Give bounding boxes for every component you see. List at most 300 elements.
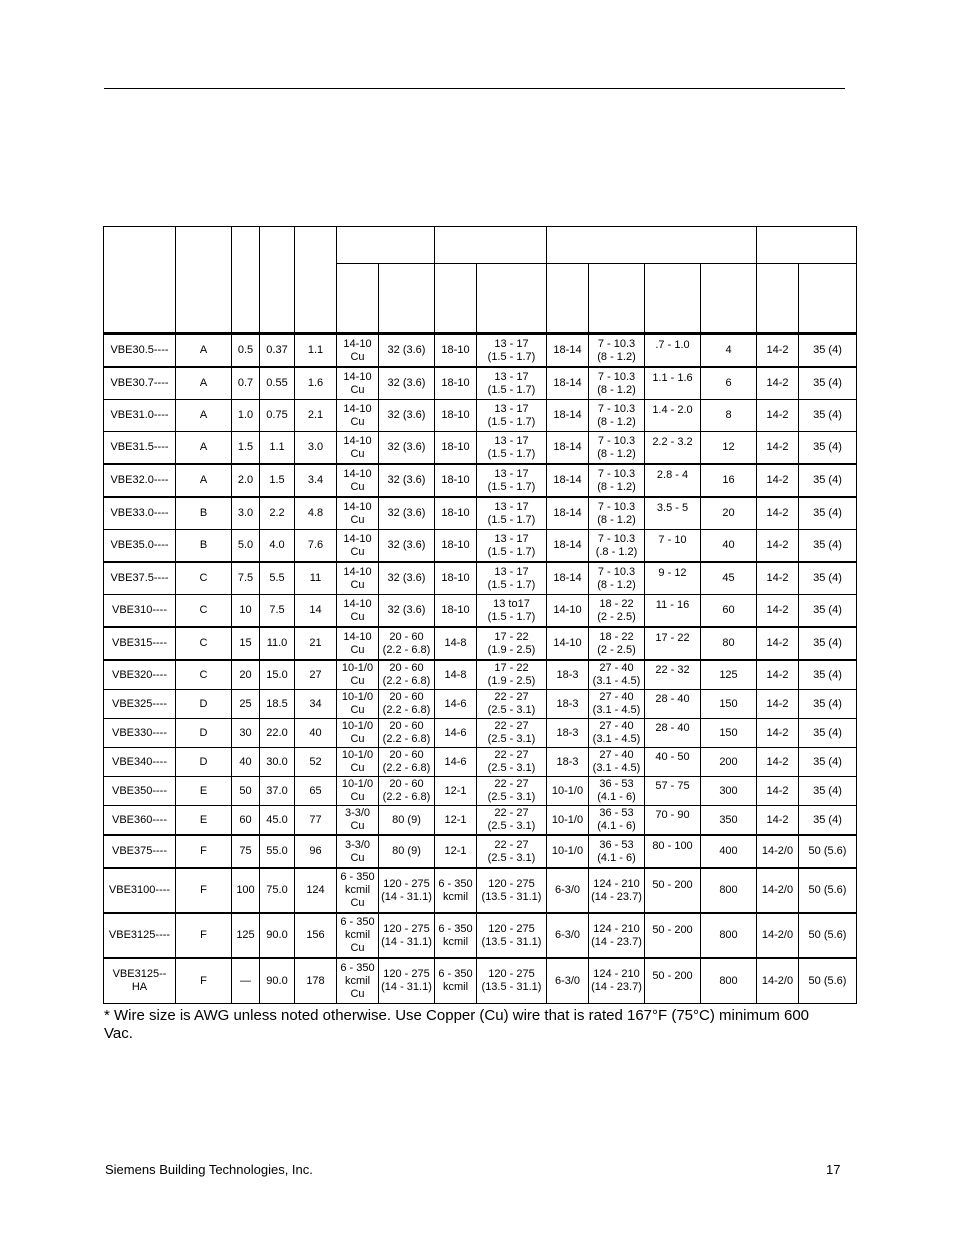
- table-cell: [435, 464, 477, 497]
- model-number-cell: [104, 627, 176, 660]
- table-cell: [435, 367, 477, 400]
- cell-text: C: [199, 572, 208, 584]
- table-cell: [435, 595, 477, 628]
- table-cell: [589, 595, 645, 628]
- table-cell: [337, 690, 379, 719]
- header-subcell: [547, 264, 589, 334]
- cell-text: 34: [309, 697, 322, 710]
- header-group-cell: [547, 227, 757, 264]
- cell-text: 20 - 60 (2.2 - 6.8): [382, 720, 431, 745]
- model-number-cell: [104, 913, 176, 958]
- model-number-cell: [104, 595, 176, 628]
- cell-text: 18-10: [441, 507, 470, 519]
- header-subcell: [701, 264, 757, 334]
- table-cell: [589, 748, 645, 777]
- table-row: [104, 400, 857, 432]
- cell-text: 18-10: [441, 572, 470, 584]
- table-cell: [799, 530, 857, 563]
- cell-text: 17 - 22: [655, 632, 690, 644]
- cell-text: 6 - 350 kcmil: [438, 922, 473, 948]
- table-cell: [477, 835, 547, 868]
- table-cell: [379, 464, 435, 497]
- cell-text: 1.5: [269, 474, 285, 486]
- table-cell: [477, 719, 547, 748]
- table-cell: [379, 748, 435, 777]
- cell-text: 0.75: [266, 409, 288, 421]
- table-cell: [645, 595, 701, 628]
- table-cell: [701, 660, 757, 690]
- cell-text: 3.5 - 5: [656, 502, 689, 514]
- cell-text: 14-6: [444, 726, 467, 739]
- header-group-cell: [435, 227, 547, 264]
- cell-text: 77: [309, 813, 322, 826]
- cell-text: 18 - 22 (2 - 2.5): [597, 630, 636, 656]
- cell-text: 96: [309, 845, 322, 857]
- table-cell: [176, 913, 232, 958]
- cell-text: VBE325----: [111, 697, 168, 710]
- cell-text: 14-2: [766, 637, 789, 649]
- cell-text: 7 - 10.3 (8 - 1.2): [597, 467, 636, 493]
- cell-text: 32 (3.6): [387, 377, 426, 389]
- cell-text: 21: [309, 637, 322, 649]
- table-cell: [176, 958, 232, 1004]
- cell-text: 156: [306, 929, 325, 941]
- table-cell: [701, 777, 757, 806]
- cell-text: 124 - 210 (14 - 23.7): [591, 877, 642, 903]
- cell-text: D: [199, 726, 208, 739]
- table-cell: [435, 432, 477, 465]
- cell-text: 1.1: [307, 344, 324, 356]
- table-cell: [260, 660, 295, 690]
- model-number-cell: [104, 958, 176, 1004]
- cell-text: D: [199, 697, 208, 710]
- table-cell: [645, 806, 701, 836]
- table-cell: [701, 719, 757, 748]
- cell-text: 200: [719, 755, 738, 768]
- table-cell: [701, 806, 757, 836]
- table-cell: [337, 748, 379, 777]
- cell-text: 7 - 10.3 (8 - 1.2): [597, 402, 636, 428]
- cell-text: 18-14: [553, 474, 582, 486]
- cell-text: VBE3125-- HA: [112, 968, 167, 993]
- cell-text: 30.0: [266, 755, 288, 768]
- cell-text: 52: [309, 755, 322, 768]
- cell-text: 300: [719, 784, 738, 797]
- table-cell: [589, 334, 645, 368]
- cell-text: 13 - 17 (1.5 - 1.7): [487, 434, 536, 460]
- cell-text: 45: [722, 572, 735, 584]
- table-row: [104, 690, 857, 719]
- wire-size-footnote: * Wire size is AWG unless noted otherwise. Use Copper (Cu) wire that is rated 167°F (75°C) minimum 600 Vac.: [104, 1007, 810, 1042]
- cell-text: VBE3125----: [108, 929, 171, 941]
- table-cell: [799, 719, 857, 748]
- cell-text: 75: [239, 845, 252, 857]
- table-cell: [799, 400, 857, 432]
- header-subcell: [337, 264, 379, 334]
- cell-text: 3.0: [237, 507, 254, 519]
- cell-text: 10: [239, 604, 252, 616]
- cell-text: 22 - 27 (2.5 - 3.1): [487, 778, 536, 803]
- cell-text: 35 (4): [813, 344, 842, 356]
- table-cell: [477, 660, 547, 690]
- cell-text: 11 - 16: [655, 599, 690, 611]
- cell-text: B: [199, 507, 208, 519]
- cell-text: 400: [719, 845, 738, 857]
- table-cell: [337, 835, 379, 868]
- cell-text: 14-2/0: [761, 845, 794, 857]
- table-cell: [757, 464, 799, 497]
- table-cell: [295, 464, 337, 497]
- table-cell: [757, 806, 799, 836]
- table-cell: [477, 464, 547, 497]
- cell-text: C: [199, 668, 208, 681]
- cell-text: 50 (5.6): [808, 929, 847, 941]
- table-cell: [757, 627, 799, 660]
- table-cell: [645, 530, 701, 563]
- cell-text: 800: [719, 929, 738, 941]
- cell-text: VBE31.0----: [110, 409, 169, 421]
- table-cell: [547, 913, 589, 958]
- table-cell: [337, 367, 379, 400]
- table-cell: [547, 432, 589, 465]
- header-rule: [104, 88, 845, 89]
- table-cell: [232, 400, 260, 432]
- table-cell: [757, 748, 799, 777]
- cell-text: 14-2: [766, 784, 789, 797]
- cell-text: 0.37: [266, 344, 288, 356]
- table-cell: [645, 748, 701, 777]
- cell-text: 10-1/0 Cu: [341, 691, 374, 716]
- wiring-specifications-table: [103, 226, 857, 1004]
- cell-text: 27 - 40 (3.1 - 4.5): [592, 691, 641, 716]
- cell-text: VBE32.0----: [110, 474, 169, 486]
- cell-text: 14-2: [766, 668, 789, 681]
- table-cell: [337, 400, 379, 432]
- cell-text: 50 (5.6): [808, 974, 847, 987]
- cell-text: 124: [306, 884, 325, 896]
- table-cell: [260, 868, 295, 913]
- header-cell: [295, 227, 337, 334]
- table-cell: [477, 432, 547, 465]
- cell-text: F: [200, 929, 207, 941]
- cell-text: 14-2: [766, 755, 789, 768]
- cell-text: 14-2: [766, 604, 789, 616]
- table-cell: [337, 627, 379, 660]
- cell-text: 35 (4): [813, 813, 842, 826]
- cell-text: 7.6: [307, 539, 324, 551]
- table-cell: [176, 562, 232, 595]
- table-row: [104, 777, 857, 806]
- cell-text: 3-3/0 Cu: [344, 807, 371, 832]
- cell-text: 30: [239, 726, 252, 739]
- cell-text: 120 - 275 (14 - 31.1): [381, 877, 432, 903]
- table-cell: [176, 464, 232, 497]
- cell-text: 124 - 210 (14 - 23.7): [591, 922, 642, 948]
- cell-text: 4.8: [307, 507, 324, 519]
- header-group-cell: [337, 227, 435, 264]
- table-cell: [701, 530, 757, 563]
- table-cell: [701, 334, 757, 368]
- cell-text: 20: [722, 507, 735, 519]
- header-subcell: [757, 264, 799, 334]
- cell-text: 20 - 60 (2.2 - 6.8): [382, 749, 431, 774]
- cell-text: 14-10: [553, 637, 582, 649]
- table-cell: [589, 464, 645, 497]
- table-cell: [232, 690, 260, 719]
- cell-text: 14-10 Cu: [343, 370, 372, 396]
- header-subcell: [477, 264, 547, 334]
- cell-text: VBE315----: [111, 637, 168, 649]
- header-subcell: [799, 264, 857, 334]
- cell-text: 14: [309, 604, 322, 616]
- table-cell: [799, 806, 857, 836]
- table-cell: [645, 719, 701, 748]
- table-row: [104, 562, 857, 595]
- table-cell: [645, 432, 701, 465]
- cell-text: 18-3: [556, 697, 579, 710]
- table-cell: [232, 806, 260, 836]
- table-cell: [379, 627, 435, 660]
- table-cell: [589, 562, 645, 595]
- table-cell: [379, 835, 435, 868]
- table-cell: [477, 400, 547, 432]
- header-subcell: [379, 264, 435, 334]
- cell-text: 35 (4): [813, 697, 842, 710]
- cell-text: 18-14: [553, 344, 582, 356]
- table-cell: [379, 958, 435, 1004]
- cell-text: 14-6: [444, 755, 467, 768]
- cell-text: 178: [306, 974, 325, 987]
- header-subcell: [589, 264, 645, 334]
- table-cell: [379, 367, 435, 400]
- cell-text: 14-2: [766, 697, 789, 710]
- table-row: [104, 627, 857, 660]
- table-cell: [799, 334, 857, 368]
- cell-text: 124 - 210 (14 - 23.7): [591, 968, 642, 993]
- cell-text: 80 (9): [392, 845, 421, 857]
- cell-text: 18.5: [266, 697, 288, 710]
- cell-text: A: [199, 441, 208, 453]
- cell-text: 6-3/0: [554, 974, 581, 987]
- table-cell: [295, 334, 337, 368]
- cell-text: VBE340----: [111, 755, 168, 768]
- table-cell: [701, 367, 757, 400]
- cell-text: 20 - 60 (2.2 - 6.8): [382, 630, 431, 656]
- table-cell: [337, 660, 379, 690]
- cell-text: 6 - 350 kcmil Cu: [340, 871, 375, 909]
- table-cell: [589, 530, 645, 563]
- cell-text: 1.0: [237, 409, 254, 421]
- cell-text: 8: [725, 409, 732, 421]
- cell-text: 120 - 275 (13.5 - 31.1): [481, 922, 542, 948]
- table-cell: [232, 627, 260, 660]
- table-cell: [547, 562, 589, 595]
- cell-text: 120 - 275 (13.5 - 31.1): [481, 877, 542, 903]
- cell-text: 50: [239, 784, 252, 797]
- table-cell: [295, 627, 337, 660]
- cell-text: 22 - 27 (2.5 - 3.1): [487, 720, 536, 745]
- table-cell: [260, 595, 295, 628]
- table-cell: [337, 432, 379, 465]
- cell-text: 14-10 Cu: [343, 565, 372, 591]
- cell-text: 2.0: [237, 474, 254, 486]
- cell-text: 14-6: [444, 697, 467, 710]
- table-cell: [176, 748, 232, 777]
- cell-text: 18-14: [553, 377, 582, 389]
- cell-text: 20 - 60 (2.2 - 6.8): [382, 662, 431, 687]
- table-cell: [379, 806, 435, 836]
- model-number-cell: [104, 777, 176, 806]
- cell-text: 10-1/0: [551, 845, 584, 857]
- cell-text: 18-14: [553, 441, 582, 453]
- cell-text: 12: [722, 441, 735, 453]
- cell-text: 10-1/0 Cu: [341, 778, 374, 803]
- cell-text: 125: [719, 668, 738, 681]
- cell-text: VBE350----: [111, 784, 168, 797]
- cell-text: 14-2: [766, 539, 789, 551]
- cell-text: 50 (5.6): [808, 845, 847, 857]
- cell-text: E: [199, 784, 208, 797]
- cell-text: 16: [722, 474, 735, 486]
- table-row: [104, 719, 857, 748]
- table-row: [104, 595, 857, 628]
- table-cell: [232, 530, 260, 563]
- cell-text: 13 - 17 (1.5 - 1.7): [487, 467, 536, 493]
- table-cell: [757, 690, 799, 719]
- cell-text: 18-10: [441, 441, 470, 453]
- header-group-cell: [757, 227, 857, 264]
- table-cell: [701, 835, 757, 868]
- model-number-cell: [104, 660, 176, 690]
- cell-text: 10-1/0: [551, 784, 584, 797]
- cell-text: 14-2: [766, 377, 789, 389]
- cell-text: 14-10 Cu: [343, 597, 372, 623]
- footer-company: Siemens Building Technologies, Inc.: [105, 1162, 313, 1177]
- model-number-cell: [104, 868, 176, 913]
- table-cell: [701, 595, 757, 628]
- table-cell: [589, 913, 645, 958]
- cell-text: 3.4: [307, 474, 324, 486]
- table-cell: [176, 595, 232, 628]
- cell-text: 4: [725, 344, 732, 356]
- cell-text: 7 - 10.3 (8 - 1.2): [597, 337, 636, 363]
- table-row: [104, 464, 857, 497]
- table-cell: [701, 432, 757, 465]
- table-cell: [435, 497, 477, 530]
- cell-text: 13 - 17 (1.5 - 1.7): [487, 500, 536, 526]
- table-cell: [176, 627, 232, 660]
- cell-text: 25: [239, 697, 252, 710]
- model-number-cell: [104, 530, 176, 563]
- table-cell: [757, 835, 799, 868]
- cell-text: 14-2: [766, 409, 789, 421]
- table-cell: [337, 719, 379, 748]
- table-cell: [176, 835, 232, 868]
- table-cell: [435, 868, 477, 913]
- cell-text: 350: [719, 813, 738, 826]
- table-cell: [176, 690, 232, 719]
- table-cell: [799, 660, 857, 690]
- cell-text: 40: [722, 539, 735, 551]
- table-cell: [589, 777, 645, 806]
- table-cell: [477, 690, 547, 719]
- header-cell: [260, 227, 295, 334]
- table-cell: [547, 660, 589, 690]
- cell-text: 14-10 Cu: [343, 500, 372, 526]
- table-cell: [701, 748, 757, 777]
- table-cell: [337, 913, 379, 958]
- table-cell: [295, 913, 337, 958]
- table-cell: [176, 719, 232, 748]
- cell-text: 27: [309, 668, 322, 681]
- table-cell: [547, 464, 589, 497]
- table-cell: [435, 562, 477, 595]
- table-cell: [435, 835, 477, 868]
- table-cell: [295, 868, 337, 913]
- cell-text: 11: [309, 572, 322, 584]
- table-cell: [295, 806, 337, 836]
- cell-text: 50 - 200: [652, 924, 693, 936]
- table-cell: [337, 497, 379, 530]
- table-cell: [757, 432, 799, 465]
- cell-text: 18 - 22 (2 - 2.5): [597, 597, 636, 623]
- cell-text: 1.5: [237, 441, 254, 453]
- table-cell: [295, 748, 337, 777]
- model-number-cell: [104, 719, 176, 748]
- table-cell: [589, 868, 645, 913]
- cell-text: 14-2: [766, 813, 789, 826]
- cell-text: 22 - 27 (2.5 - 3.1): [487, 838, 536, 864]
- cell-text: A: [199, 474, 208, 486]
- table-cell: [477, 958, 547, 1004]
- model-number-cell: [104, 497, 176, 530]
- table-cell: [260, 627, 295, 660]
- cell-text: 35 (4): [813, 668, 842, 681]
- table-cell: [477, 367, 547, 400]
- cell-text: 6-3/0: [554, 929, 581, 941]
- table-cell: [337, 777, 379, 806]
- table-cell: [477, 748, 547, 777]
- cell-text: 18-10: [441, 377, 470, 389]
- table-cell: [757, 958, 799, 1004]
- table-cell: [757, 777, 799, 806]
- cell-text: 14-2: [766, 344, 789, 356]
- cell-text: 17 - 22 (1.9 - 2.5): [487, 630, 536, 656]
- table-cell: [295, 660, 337, 690]
- table-cell: [757, 913, 799, 958]
- cell-text: 7 - 10.3 (.8 - 1.2): [595, 532, 638, 558]
- cell-text: 150: [719, 726, 738, 739]
- cell-text: VBE33.0----: [110, 507, 169, 519]
- table-cell: [260, 748, 295, 777]
- cell-text: 100: [236, 884, 255, 896]
- cell-text: 18-14: [553, 507, 582, 519]
- table-cell: [757, 719, 799, 748]
- cell-text: 1.1 - 1.6: [652, 372, 693, 384]
- table-cell: [176, 868, 232, 913]
- table-cell: [547, 958, 589, 1004]
- cell-text: 5.5: [269, 572, 285, 584]
- table-cell: [260, 913, 295, 958]
- cell-text: B: [199, 539, 208, 551]
- cell-text: 1.6: [307, 377, 324, 389]
- cell-text: 60: [722, 604, 735, 616]
- table-cell: [176, 530, 232, 563]
- table-cell: [757, 497, 799, 530]
- table-cell: [757, 530, 799, 563]
- table-cell: [295, 958, 337, 1004]
- table-cell: [260, 530, 295, 563]
